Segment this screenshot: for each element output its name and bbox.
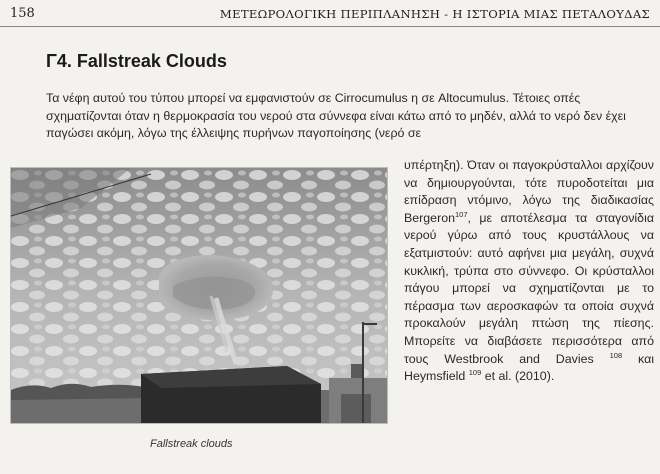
figure-caption: Fallstreak clouds [150, 438, 233, 450]
running-title: ΜΕΤΕΩΡΟΛΟΓΙΚΗ ΠΕΡΙΠΛΑΝΗΣΗ - Η ΙΣΤΟΡΙΑ ΜΙΑΣ ΠΕΤΑΛΟΥΔΑΣ [219, 7, 650, 21]
body-paragraph: Τα νέφη αυτού του τύπου μπορεί να εμφανιστούν σε Cirrocumulus η σε Altocumulus. Τέτοιες οπές σχηματίζονται όταν η θερμοκρασία του νερού στα σύννεφα είναι κάτω από το μηδέν, αλλά το νερό δεν έχει παγώσει ακόμη, λόγω της έλλειψης πυρήνων παγοποίησης (νερό σε [46, 91, 626, 141]
wrap-text-1: υπέρτηξη). Όταν οι παγοκρύσταλλοι αρχίζουν να δημιουργούνται, τότε πυροδοτείται μια επίδραση ντόμινο, λόγω της διαδικασίας Bergeron [404, 158, 654, 225]
section-title: Γ4. Fallstreak Clouds [46, 51, 227, 71]
footnote-ref-108: 108 [609, 350, 623, 360]
running-header [0, 0, 660, 27]
wrapped-paragraph [404, 157, 654, 386]
wrap-text-4: et al. (2010). [481, 369, 555, 384]
footnote-ref-107: 107 [454, 209, 468, 219]
page-number: 158 [10, 6, 35, 21]
footnote-ref-109: 109 [468, 368, 482, 377]
wrap-text-2: , με αποτέλεσμα τα σταγονίδια νερού γύρω από τους κρυστάλλους να εξατμιστούν: αυτό αφήνει μια μεγάλη, συχνά κυκλική, τρύπα στο σύννεφο. Οι κρύσταλλοι πάγου μπορεί να σχηματίζονται με το πέρασμα των αεροσκαφών τα οποία συχνά προκαλούν μεγάλη πτώση της πίεσης. Μπορείτε να διαβάσετε περισσότερα από τους Westbrook and Davies [404, 210, 654, 366]
fallstreak-cloud-photo [10, 167, 388, 424]
wrap-text-3: και Heymsfield [404, 351, 655, 384]
